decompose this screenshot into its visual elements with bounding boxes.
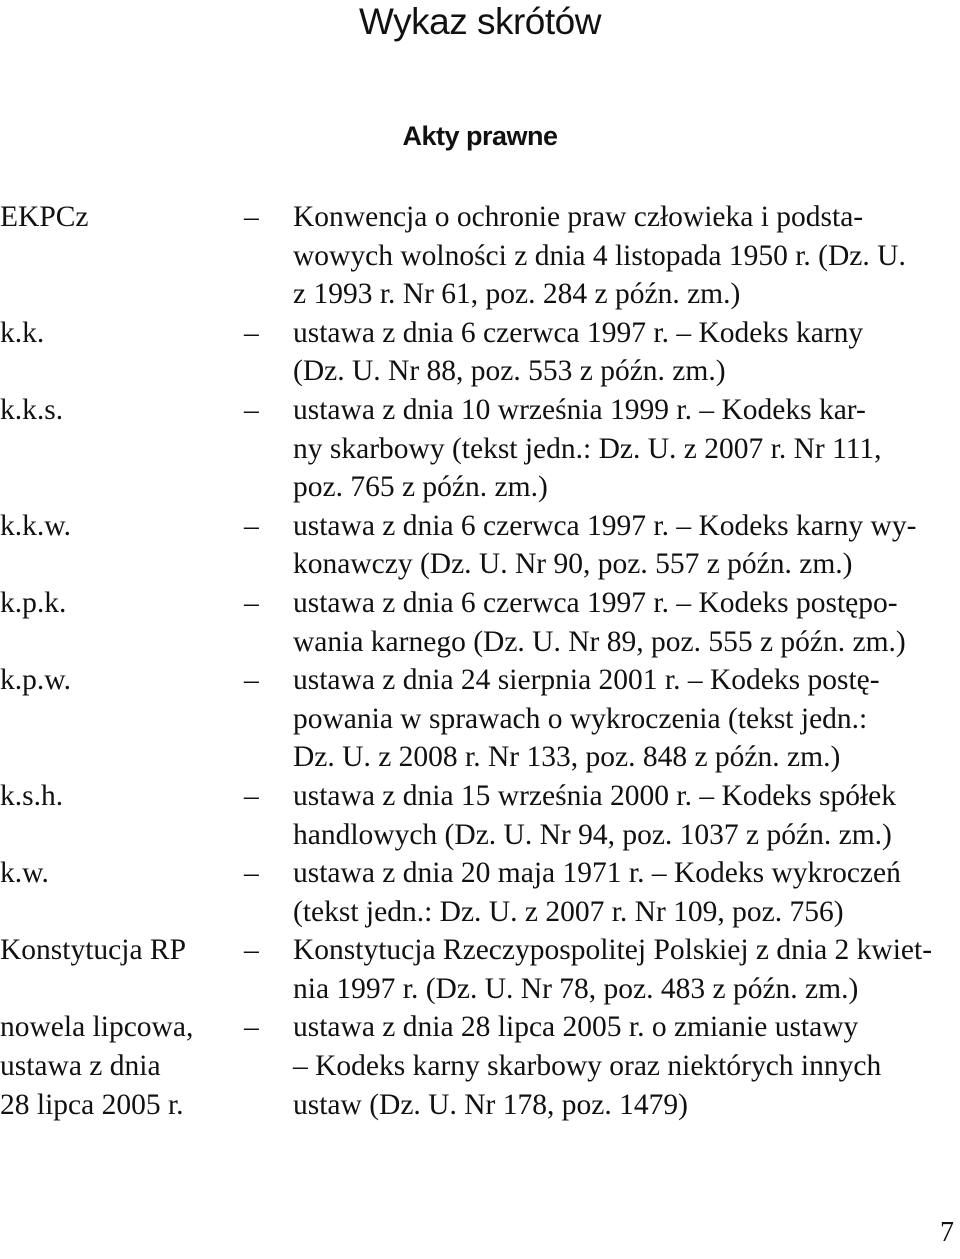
- section-heading: Akty prawne: [402, 121, 558, 151]
- abbreviation-entry: [0, 1008, 960, 1124]
- abbreviation: k.k.w.: [0, 509, 72, 542]
- entry-dash: –: [244, 201, 259, 233]
- abbreviation: nowela lipcowa, ustawa z dnia 28 lipca 2005 r.: [0, 1011, 194, 1121]
- abbreviation: k.p.w.: [0, 664, 72, 697]
- abbreviation-entry: [0, 661, 960, 777]
- abbreviation-description: ustawa z dnia 15 września 2000 r. – Kodeks spółek handlowych (Dz. U. Nr 94, poz. 1037 z późn. zm.): [293, 779, 896, 851]
- entry-dash: –: [244, 857, 259, 890]
- entry-dash: –: [244, 509, 259, 542]
- abbreviation-description: ustawa z dnia 6 czerwca 1997 r. – Kodeks postępo- wania karnego (Dz. U. Nr 89, poz. 555 z późn. zm.): [293, 586, 906, 658]
- entry-dash: –: [244, 316, 259, 349]
- abbreviation: k.w.: [0, 857, 49, 890]
- abbreviation-entry: [0, 931, 960, 1008]
- page-number: 7: [940, 1217, 954, 1248]
- entry-dash: –: [244, 934, 259, 967]
- abbreviation-entry: [0, 314, 960, 391]
- abbreviation: k.s.h.: [0, 779, 64, 812]
- abbreviation-entry: [0, 198, 960, 314]
- abbreviation-entry: [0, 777, 960, 854]
- abbreviation: EKPCz: [0, 201, 89, 233]
- abbreviation-description: ustawa z dnia 6 czerwca 1997 r. – Kodeks karny wy- konawczy (Dz. U. Nr 90, poz. 557 z późn. zm.): [293, 509, 917, 581]
- abbreviation-description: ustawa z dnia 24 sierpnia 2001 r. – Kodeks postę- powania w sprawach o wykroczenia (tekst jedn.: Dz. U. z 2008 r. Nr 133, poz. 848 z późn. zm.): [293, 664, 880, 774]
- abbreviation-entry: [0, 854, 960, 931]
- entry-dash: –: [244, 393, 259, 426]
- abbreviation-description: ustawa z dnia 20 maja 1971 r. – Kodeks wykroczeń (tekst jedn.: Dz. U. z 2007 r. Nr 109, poz. 756): [293, 857, 901, 928]
- abbreviation-entry: [0, 507, 960, 584]
- entry-dash: –: [244, 586, 259, 619]
- abbreviation-description: Konwencja o ochronie praw człowieka i podsta- wowych wolności z dnia 4 listopada 1950 r. (Dz. U. z 1993 r. Nr 61, poz. 284 z późn. zm.): [293, 201, 906, 311]
- abbreviation-list: [0, 198, 960, 1124]
- abbreviation: k.k.: [0, 316, 45, 349]
- abbreviation: k.p.k.: [0, 586, 67, 619]
- abbreviation-entry: [0, 391, 960, 507]
- abbreviation-description: Konstytucja Rzeczypospolitej Polskiej z dnia 2 kwiet- nia 1997 r. (Dz. U. Nr 78, poz. 483 z późn. zm.): [293, 934, 933, 1005]
- abbreviation-entry: [0, 584, 960, 661]
- abbreviation: Konstytucja RP: [0, 934, 187, 967]
- entry-dash: –: [244, 779, 259, 812]
- abbreviation-description: ustawa z dnia 10 września 1999 r. – Kodeks kar- ny skarbowy (tekst jedn.: Dz. U. z 2007 r. Nr 111, poz. 765 z późn. zm.): [293, 393, 882, 504]
- abbreviation-description: ustawa z dnia 28 lipca 2005 r. o zmianie ustawy – Kodeks karny skarbowy oraz niektórych innych ustaw (Dz. U. Nr 178, poz. 1479): [293, 1011, 882, 1121]
- page-title: Wykaz skrótów: [359, 1, 601, 42]
- abbreviation: k.k.s.: [0, 393, 64, 426]
- abbreviation-description: ustawa z dnia 6 czerwca 1997 r. – Kodeks karny (Dz. U. Nr 88, poz. 553 z późn. zm.): [293, 316, 864, 388]
- entry-dash: –: [244, 664, 259, 697]
- entry-dash: –: [244, 1011, 259, 1044]
